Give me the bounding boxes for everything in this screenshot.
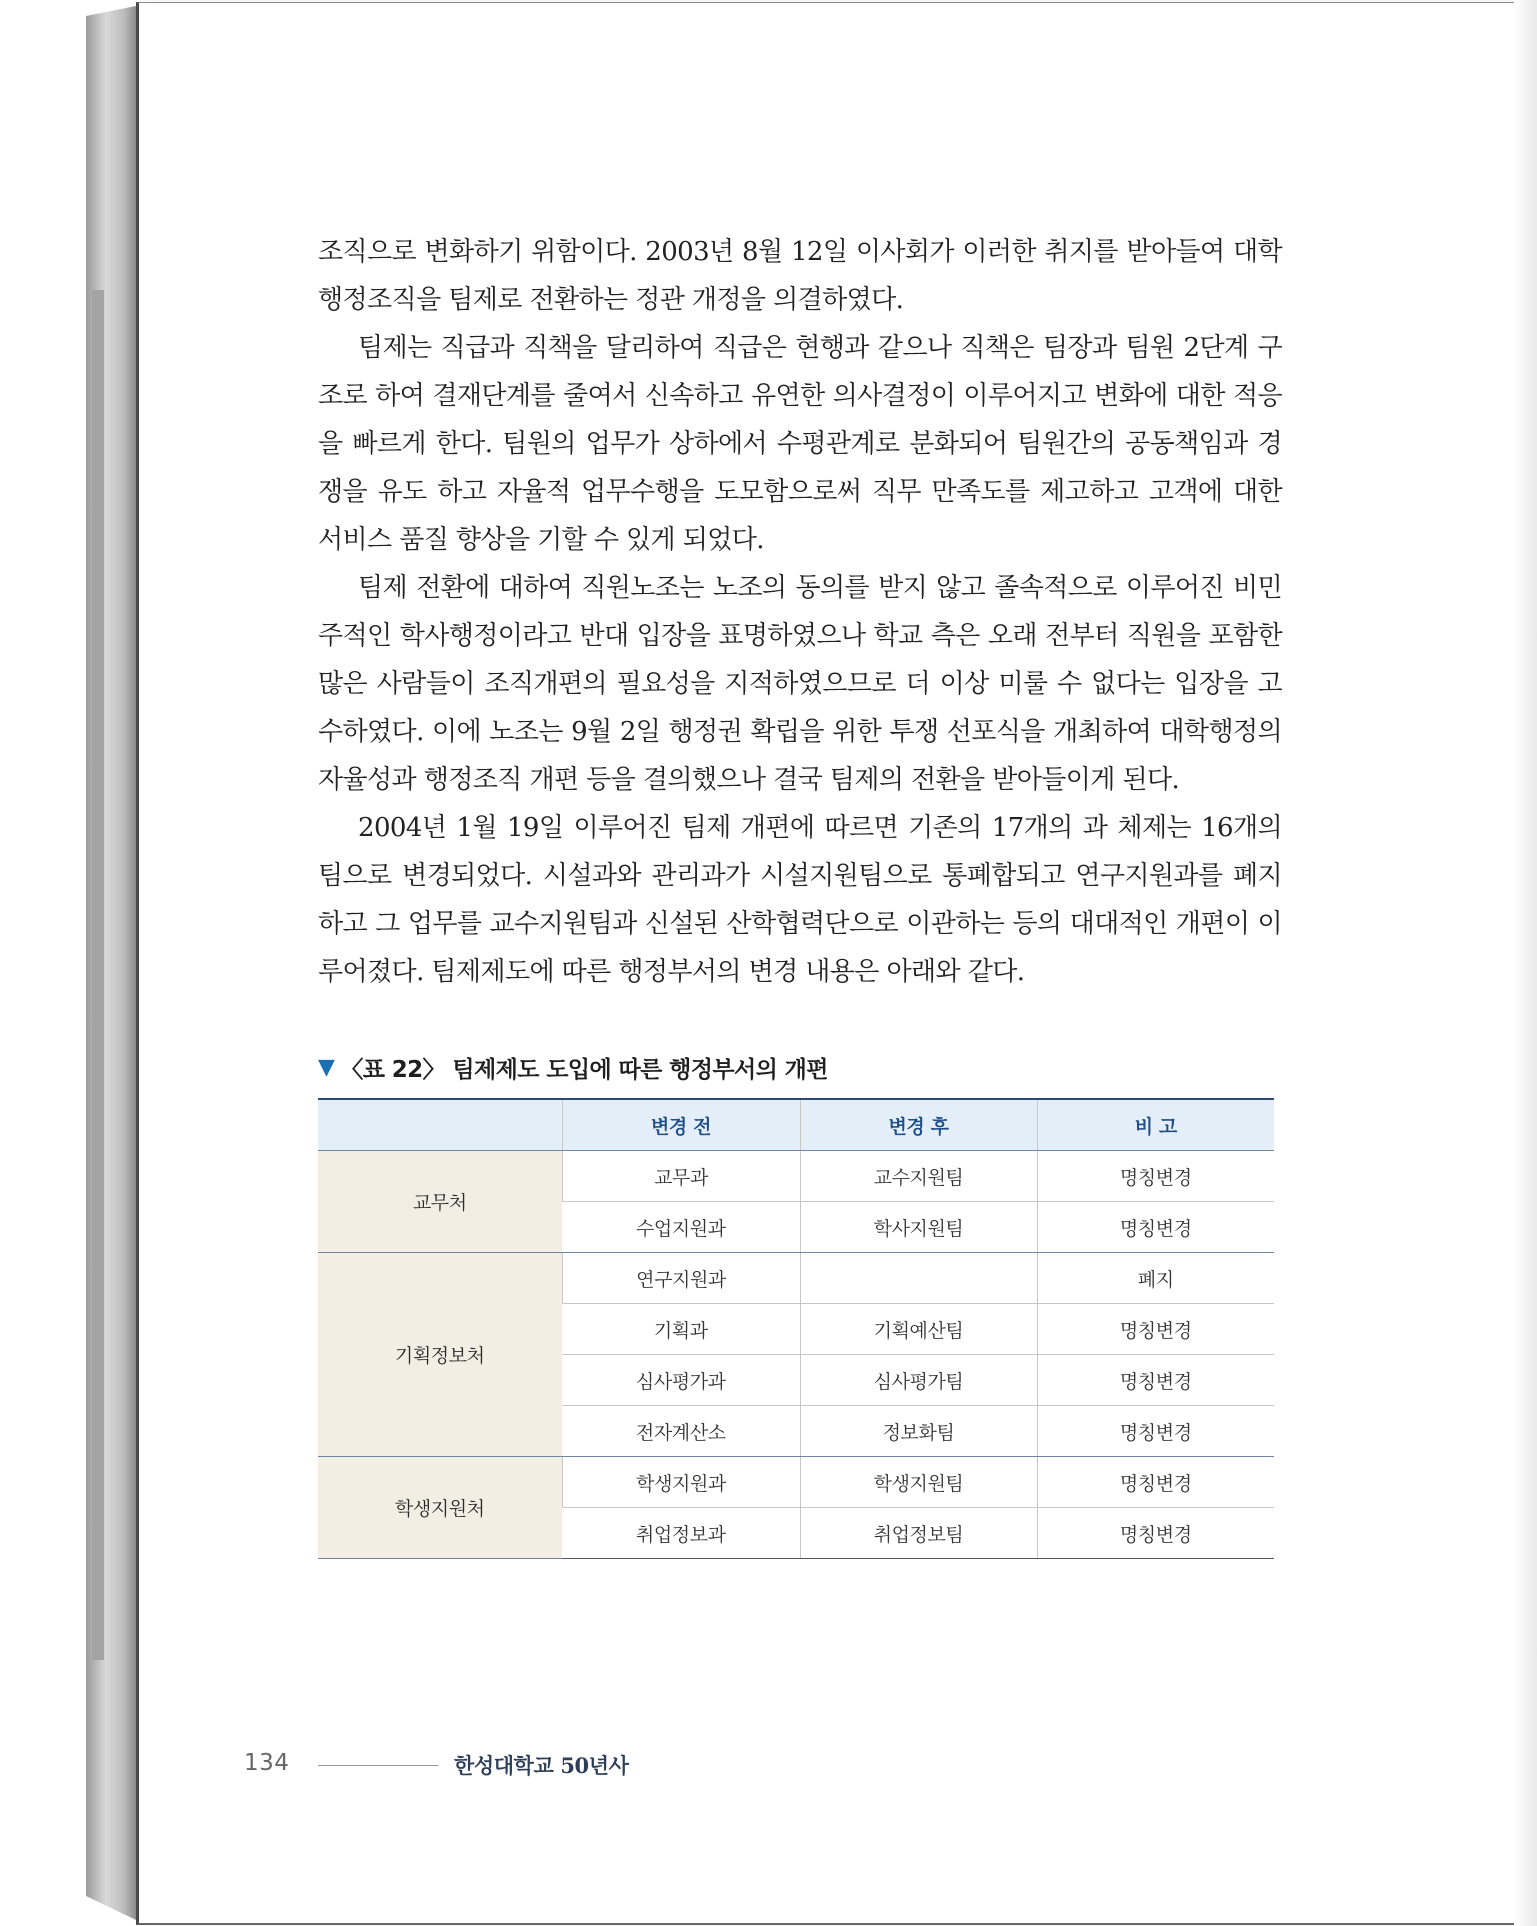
before-cell: 심사평가과 [562, 1355, 800, 1406]
after-cell: 심사평가팀 [800, 1355, 1037, 1406]
before-cell: 전자계산소 [562, 1406, 800, 1457]
page-number: 134 [244, 1750, 290, 1776]
table-row [318, 1457, 1274, 1508]
note-cell: 명칭변경 [1037, 1508, 1274, 1559]
after-cell [800, 1253, 1037, 1304]
group-cell: 기획정보처 [318, 1253, 562, 1457]
group-cell: 학생지원처 [318, 1457, 562, 1559]
note-cell: 명칭변경 [1037, 1406, 1274, 1457]
header-cell-after: 변경 후 [800, 1099, 1037, 1151]
table-row [318, 1151, 1274, 1202]
paragraph-2: 팀제는 직급과 직책을 달리하여 직급은 현행과 같으나 직책은 팀장과 팀원 2단계 구조로 하여 결재단계를 줄여서 신속하고 유연한 의사결정이 이루어지고 변화에 대한 적응을 빠르게 한다. 팀원의 업무가 상하에서 수평관계로 분화되어 팀원간의 공동책임과 경쟁을 유도 하고 자율적 업무수행을 도모함으로써 직무 만족도를 제고하고 고객에 대한 서비스 품질 향상을 기할 수 있게 되었다. [318, 333, 1282, 555]
note-cell: 명칭변경 [1037, 1151, 1274, 1202]
header-cell-note: 비 고 [1037, 1099, 1274, 1151]
before-cell: 기획과 [562, 1304, 800, 1355]
before-cell: 연구지원과 [562, 1253, 800, 1304]
book-spine-shadow [92, 290, 104, 1660]
before-cell: 교무과 [562, 1151, 800, 1202]
group-cell: 교무처 [318, 1151, 562, 1253]
running-footer-title: 한성대학교 50년사 [454, 1753, 629, 1778]
table-row [318, 1253, 1274, 1304]
table-caption [318, 1051, 828, 1084]
table-header-row [318, 1099, 1274, 1151]
note-cell: 명칭변경 [1037, 1202, 1274, 1253]
before-cell: 취업정보과 [562, 1508, 800, 1559]
page-edge-shade [1514, 0, 1537, 1926]
before-cell: 학생지원과 [562, 1457, 800, 1508]
after-cell: 학생지원팀 [800, 1457, 1037, 1508]
table-caption-text: 〈표 22〉 팀제제도 도입에 따른 행정부서의 개편 [340, 1057, 828, 1083]
header-cell-before: 변경 전 [562, 1099, 800, 1151]
triangle-down-icon: ▼ [318, 1055, 335, 1080]
body-text [318, 228, 1282, 996]
note-cell: 명칭변경 [1037, 1457, 1274, 1508]
header-cell-division [318, 1099, 562, 1151]
after-cell: 기획예산팀 [800, 1304, 1037, 1355]
after-cell: 취업정보팀 [800, 1508, 1037, 1559]
paragraph-3: 팀제 전환에 대하여 직원노조는 노조의 동의를 받지 않고 졸속적으로 이루어진 비민주적인 학사행정이라고 반대 입장을 표명하였으나 학교 측은 오래 전부터 직원을 포함한 많은 사람들이 조직개편의 필요성을 지적하였으므로 더 이상 미룰 수 없다는 입장을 고수하였다. 이에 노조는 9월 2일 행정권 확립을 위한 투쟁 선포식을 개최하여 대학행정의 자율성과 행정조직 개편 등을 결의했으나 결국 팀제의 전환을 받아들이게 된다. [318, 573, 1282, 795]
footer-rule [318, 1765, 438, 1766]
note-cell: 명칭변경 [1037, 1355, 1274, 1406]
after-cell: 교수지원팀 [800, 1151, 1037, 1202]
department-reorganization-table [318, 1098, 1274, 1559]
note-cell: 폐지 [1037, 1253, 1274, 1304]
before-cell: 수업지원과 [562, 1202, 800, 1253]
note-cell: 명칭변경 [1037, 1304, 1274, 1355]
after-cell: 학사지원팀 [800, 1202, 1037, 1253]
after-cell: 정보화팀 [800, 1406, 1037, 1457]
paragraph-1: 조직으로 변화하기 위함이다. 2003년 8월 12일 이사회가 이러한 취지를 받아들여 대학 행정조직을 팀제로 전환하는 정관 개정을 의결하였다. [318, 237, 1282, 315]
paragraph-4: 2004년 1월 19일 이루어진 팀제 개편에 따르면 기존의 17개의 과 체제는 16개의 팀으로 변경되었다. 시설과와 관리과가 시설지원팀으로 통폐합되고 연구지원과를 폐지하고 그 업무를 교수지원팀과 신설된 산학협력단으로 이관하는 등의 대대적인 개편이 이루어졌다. 팀제제도에 따른 행정부서의 변경 내용은 아래와 같다. [318, 813, 1282, 987]
